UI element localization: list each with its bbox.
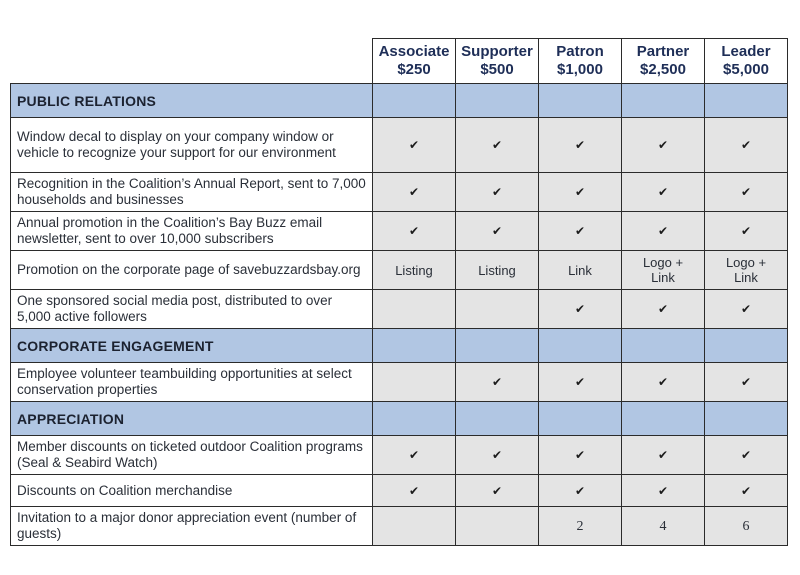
benefit-description: One sponsored social media post, distributed to over 5,000 active followers [11,290,373,329]
included-cell [373,212,456,251]
included-cell [622,212,705,251]
benefit-value-line: Logo + [725,255,767,270]
benefit-description: Employee volunteer teambuilding opportunities at select conservation properties [11,363,373,402]
guest-count-cell [622,507,705,546]
checkmark-icon: ✔ [574,375,586,389]
included-cell [539,363,622,402]
checkmark-icon: ✔ [574,224,586,238]
checkmark-icon: ✔ [491,185,503,199]
included-cell [539,436,622,475]
benefit-description: Window decal to display on your company window or vehicle to recognize your support for our environment [11,118,373,173]
tier-leader-header: Leader $5,000 [705,39,788,84]
not-included-cell [373,290,456,329]
included-cell [539,212,622,251]
checkmark-icon: ✔ [408,224,420,238]
tier-supporter-header: Supporter $500 [456,39,539,84]
included-cell [705,475,788,507]
section-filler-cell [705,329,788,363]
benefit-value-cell [622,251,705,290]
checkmark-icon: ✔ [740,448,752,462]
guest-count: 2 [576,519,584,534]
benefit-value-line: Link [651,270,675,285]
checkmark-icon: ✔ [408,185,420,199]
checkmark-icon: ✔ [408,138,420,152]
checkmark-icon: ✔ [574,483,586,498]
guest-count: 6 [742,519,750,534]
included-cell [539,290,622,329]
section-filler-cell [622,329,705,363]
benefit-description: Promotion on the corporate page of savebuzzardsbay.org [11,251,373,290]
guest-count: 4 [659,519,667,534]
checkmark-icon: ✔ [491,138,503,152]
not-included-cell [373,507,456,546]
checkmark-icon: ✔ [491,224,503,238]
checkmark-icon: ✔ [574,448,586,462]
benefit-row [11,363,788,402]
checkmark-icon: ✔ [740,483,752,498]
benefit-row [11,290,788,329]
included-cell [539,118,622,173]
included-cell [539,173,622,212]
checkmark-icon: ✔ [574,138,586,152]
checkmark-icon: ✔ [491,483,503,498]
section-filler-cell [373,402,456,436]
checkmark-icon: ✔ [491,448,503,462]
section-filler-cell [705,402,788,436]
included-cell [622,118,705,173]
section-title: APPRECIATION [11,402,373,436]
section-filler-cell [456,329,539,363]
sponsorship-benefits-table [10,38,788,546]
benefit-row [11,118,788,173]
benefit-row [11,212,788,251]
checkmark-icon: ✔ [657,375,669,389]
tier-partner-header: Partner $2,500 [622,39,705,84]
benefit-value-cell [705,251,788,290]
benefit-description: Annual promotion in the Coalition’s Bay Buzz email newsletter, sent to over 10,000 subscribers [11,212,373,251]
tier-header-row [11,39,788,84]
benefit-value-cell: Link [539,251,622,290]
checkmark-icon: ✔ [408,483,420,498]
included-cell [705,118,788,173]
included-cell [456,212,539,251]
section-header-row [11,84,788,118]
included-cell [622,363,705,402]
included-cell [373,173,456,212]
included-cell [373,118,456,173]
included-cell [705,173,788,212]
section-filler-cell [539,329,622,363]
included-cell [373,475,456,507]
benefit-value-cell: Listing [373,251,456,290]
tier-associate-header: Associate $250 [373,39,456,84]
section-title: CORPORATE ENGAGEMENT [11,329,373,363]
benefit-description: Recognition in the Coalition’s Annual Report, sent to 7,000 households and businesses [11,173,373,212]
checkmark-icon: ✔ [740,185,752,199]
included-cell [705,290,788,329]
section-filler-cell [373,329,456,363]
benefit-row [11,173,788,212]
section-header-row [11,402,788,436]
section-filler-cell [705,84,788,118]
section-filler-cell [456,402,539,436]
guest-count-cell [705,507,788,546]
benefit-value-line: Link [734,270,758,285]
benefit-row [11,507,788,546]
included-cell [622,436,705,475]
checkmark-icon: ✔ [657,302,669,316]
benefit-description: Discounts on Coalition merchandise [11,475,373,507]
guest-count-cell [539,507,622,546]
included-cell [622,290,705,329]
included-cell [456,363,539,402]
section-title: PUBLIC RELATIONS [11,84,373,118]
included-cell [705,436,788,475]
benefit-value-cell: Listing [456,251,539,290]
checkmark-icon: ✔ [740,375,752,389]
benefit-row [11,436,788,475]
checkmark-icon: ✔ [740,224,752,238]
section-filler-cell [539,402,622,436]
included-cell [456,173,539,212]
benefit-value-line: Logo + [642,255,684,270]
header-corner [11,39,373,84]
checkmark-icon: ✔ [657,185,669,199]
included-cell [622,173,705,212]
checkmark-icon: ✔ [657,224,669,238]
included-cell [705,212,788,251]
included-cell [705,363,788,402]
checkmark-icon: ✔ [740,302,752,316]
not-included-cell [373,363,456,402]
checkmark-icon: ✔ [740,138,752,152]
benefit-description: Member discounts on ticketed outdoor Coalition programs (Seal & Seabird Watch) [11,436,373,475]
included-cell [456,475,539,507]
included-cell [456,436,539,475]
section-filler-cell [373,84,456,118]
included-cell [539,475,622,507]
included-cell [622,475,705,507]
section-filler-cell [622,402,705,436]
checkmark-icon: ✔ [574,302,586,316]
section-header-row [11,329,788,363]
checkmark-icon: ✔ [491,375,503,389]
section-filler-cell [622,84,705,118]
section-filler-cell [456,84,539,118]
benefit-description: Invitation to a major donor appreciation event (number of guests) [11,507,373,546]
not-included-cell [456,507,539,546]
checkmark-icon: ✔ [574,185,586,199]
checkmark-icon: ✔ [657,138,669,152]
checkmark-icon: ✔ [408,448,420,462]
checkmark-icon: ✔ [657,448,669,462]
benefit-row [11,475,788,507]
included-cell [373,436,456,475]
tier-patron-header: Patron $1,000 [539,39,622,84]
benefit-row [11,251,788,290]
included-cell [456,118,539,173]
not-included-cell [456,290,539,329]
checkmark-icon: ✔ [657,483,669,498]
section-filler-cell [539,84,622,118]
